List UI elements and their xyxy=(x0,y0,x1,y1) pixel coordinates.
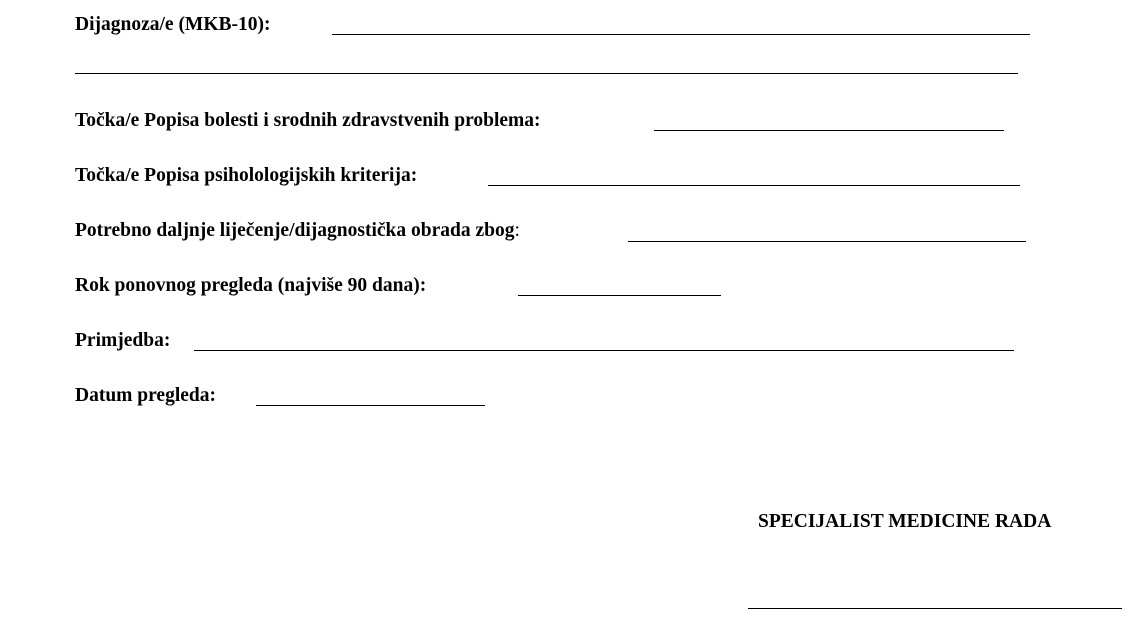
diagnosis-field-continued[interactable] xyxy=(75,73,1018,74)
disease-list-field[interactable] xyxy=(654,130,1004,131)
further-treatment-colon: : xyxy=(514,220,520,241)
disease-list-label: Točka/e Popisa bolesti i srodnih zdravstvenih problema: xyxy=(75,110,541,131)
diagnosis-field[interactable] xyxy=(332,34,1030,35)
diagnosis-label: Dijagnoza/e (MKB-10): xyxy=(75,14,271,35)
further-treatment-row xyxy=(75,219,520,243)
exam-date-field[interactable] xyxy=(256,405,485,406)
remark-field[interactable] xyxy=(194,350,1014,351)
psych-criteria-field[interactable] xyxy=(488,185,1020,186)
psych-criteria-label: Točka/e Popisa psiholologijskih kriterija: xyxy=(75,165,418,186)
psych-criteria-row xyxy=(75,164,417,188)
review-deadline-row xyxy=(75,274,426,298)
exam-date-row xyxy=(75,384,216,408)
review-deadline-field[interactable] xyxy=(518,295,721,296)
remark-row xyxy=(75,329,170,353)
further-treatment-label: Potrebno daljnje liječenje/dijagnostička obrada zbog xyxy=(75,220,515,241)
further-treatment-field[interactable] xyxy=(628,241,1026,242)
disease-list-row xyxy=(75,109,541,133)
remark-label: Primjedba: xyxy=(75,330,171,351)
review-deadline-label: Rok ponovnog pregleda (najviše 90 dana): xyxy=(75,275,427,296)
signature-title: SPECIJALIST MEDICINE RADA xyxy=(758,511,1052,532)
signature-line[interactable] xyxy=(748,608,1122,609)
diagnosis-row xyxy=(75,13,271,37)
exam-date-label: Datum pregleda: xyxy=(75,385,217,406)
